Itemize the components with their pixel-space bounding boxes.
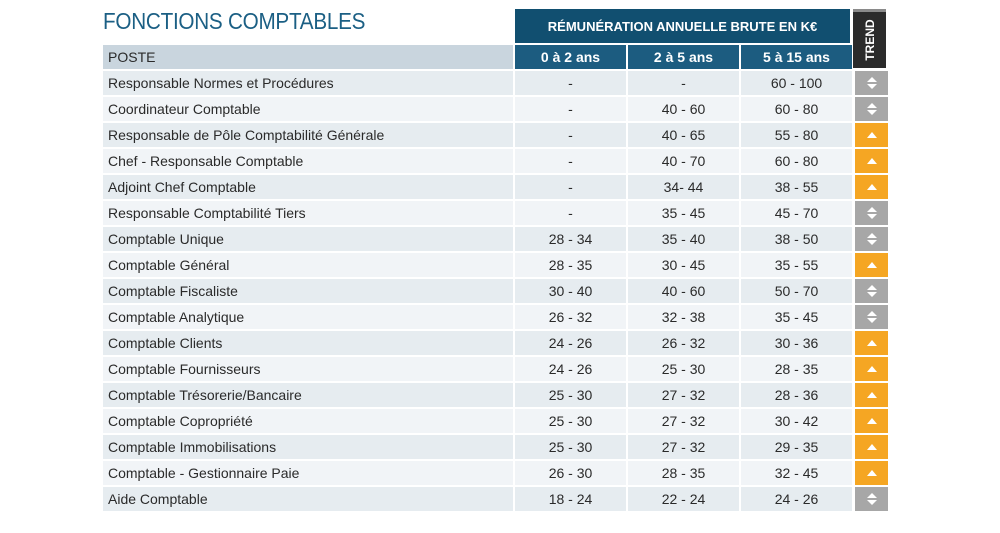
salary-5-15-cell: 24 - 26 — [741, 487, 852, 511]
table-row — [103, 409, 888, 433]
trend-up-icon — [855, 357, 888, 381]
table-row — [103, 487, 888, 511]
remuneration-header — [515, 9, 850, 43]
salary-2-5-cell: 34- 44 — [628, 175, 739, 199]
salary-0-2-cell: 26 - 30 — [515, 461, 626, 485]
salary-0-2-cell: - — [515, 201, 626, 225]
salary-5-15-cell: 45 - 70 — [741, 201, 852, 225]
salary-2-5-cell: 35 - 40 — [628, 227, 739, 251]
salary-5-15-cell: 38 - 55 — [741, 175, 852, 199]
salary-2-5-cell: 27 - 32 — [628, 409, 739, 433]
salary-5-15-cell: 29 - 35 — [741, 435, 852, 459]
table-row — [103, 97, 888, 121]
page-title: FONCTIONS COMPTABLES — [103, 8, 366, 34]
poste-cell: Comptable Copropriété — [103, 409, 513, 433]
salary-0-2-cell: 25 - 30 — [515, 409, 626, 433]
poste-cell: Responsable Comptabilité Tiers — [103, 201, 513, 225]
salary-2-5-cell: 32 - 38 — [628, 305, 739, 329]
salary-0-2-cell: - — [515, 175, 626, 199]
salary-5-15-cell: 30 - 36 — [741, 331, 852, 355]
trend-up-icon — [855, 435, 888, 459]
table-row — [103, 227, 888, 251]
salary-0-2-cell: 28 - 35 — [515, 253, 626, 277]
salary-2-5-cell: 30 - 45 — [628, 253, 739, 277]
column-header-poste: POSTE — [103, 45, 513, 69]
poste-cell: Comptable Fiscaliste — [103, 279, 513, 303]
poste-cell: Responsable Normes et Procédures — [103, 71, 513, 95]
salary-0-2-cell: 18 - 24 — [515, 487, 626, 511]
salary-2-5-cell: - — [628, 71, 739, 95]
table-row — [103, 253, 888, 277]
table-row — [103, 357, 888, 381]
salary-2-5-cell: 26 - 32 — [628, 331, 739, 355]
poste-cell: Comptable Analytique — [103, 305, 513, 329]
table-row — [103, 71, 888, 95]
poste-cell: Comptable - Gestionnaire Paie — [103, 461, 513, 485]
salary-5-15-cell: 55 - 80 — [741, 123, 852, 147]
trend-stable-icon — [855, 201, 888, 225]
salary-5-15-cell: 32 - 45 — [741, 461, 852, 485]
trend-stable-icon — [855, 71, 888, 95]
trend-stable-icon — [855, 487, 888, 511]
salary-2-5-cell: 28 - 35 — [628, 461, 739, 485]
table-row — [103, 435, 888, 459]
poste-cell: Comptable Fournisseurs — [103, 357, 513, 381]
table-row — [103, 305, 888, 329]
salary-5-15-cell: 50 - 70 — [741, 279, 852, 303]
salary-2-5-cell: 35 - 45 — [628, 201, 739, 225]
table-row — [103, 123, 888, 147]
salary-0-2-cell: 25 - 30 — [515, 435, 626, 459]
table-header-row — [103, 45, 888, 69]
table-row — [103, 201, 888, 225]
salary-table — [103, 45, 888, 513]
table-row — [103, 279, 888, 303]
salary-0-2-cell: - — [515, 123, 626, 147]
salary-5-15-cell: 35 - 55 — [741, 253, 852, 277]
poste-cell: Comptable Général — [103, 253, 513, 277]
salary-0-2-cell: - — [515, 149, 626, 173]
poste-cell: Comptable Unique — [103, 227, 513, 251]
salary-0-2-cell: 25 - 30 — [515, 383, 626, 407]
poste-cell: Responsable de Pôle Comptabilité Générale — [103, 123, 513, 147]
salary-5-15-cell: 38 - 50 — [741, 227, 852, 251]
poste-cell: Comptable Trésorerie/Bancaire — [103, 383, 513, 407]
trend-header-label: TREND — [862, 19, 877, 61]
trend-header-spacer — [855, 45, 888, 69]
salary-5-15-cell: 60 - 80 — [741, 97, 852, 121]
salary-5-15-cell: 60 - 100 — [741, 71, 852, 95]
trend-up-icon — [855, 149, 888, 173]
salary-2-5-cell: 22 - 24 — [628, 487, 739, 511]
salary-0-2-cell: 24 - 26 — [515, 331, 626, 355]
poste-cell: Aide Comptable — [103, 487, 513, 511]
trend-up-icon — [855, 461, 888, 485]
salary-2-5-cell: 27 - 32 — [628, 435, 739, 459]
salary-2-5-cell: 40 - 65 — [628, 123, 739, 147]
column-header-0-2-ans: 0 à 2 ans — [515, 45, 626, 69]
table-row — [103, 461, 888, 485]
salary-0-2-cell: - — [515, 97, 626, 121]
trend-stable-icon — [855, 279, 888, 303]
salary-2-5-cell: 25 - 30 — [628, 357, 739, 381]
salary-0-2-cell: 28 - 34 — [515, 227, 626, 251]
salary-5-15-cell: 35 - 45 — [741, 305, 852, 329]
table-row — [103, 175, 888, 199]
table-row — [103, 331, 888, 355]
poste-cell: Comptable Immobilisations — [103, 435, 513, 459]
salary-5-15-cell: 30 - 42 — [741, 409, 852, 433]
table-row — [103, 383, 888, 407]
salary-2-5-cell: 27 - 32 — [628, 383, 739, 407]
trend-up-icon — [855, 331, 888, 355]
salary-2-5-cell: 40 - 70 — [628, 149, 739, 173]
column-header-2-5-ans: 2 à 5 ans — [628, 45, 739, 69]
salary-0-2-cell: 26 - 32 — [515, 305, 626, 329]
remuneration-header-label: RÉMUNÉRATION ANNUELLE BRUTE EN K€ — [547, 18, 818, 34]
trend-up-icon — [855, 383, 888, 407]
salary-0-2-cell: - — [515, 71, 626, 95]
trend-stable-icon — [855, 97, 888, 121]
salary-0-2-cell: 24 - 26 — [515, 357, 626, 381]
poste-cell: Adjoint Chef Comptable — [103, 175, 513, 199]
salary-5-15-cell: 28 - 36 — [741, 383, 852, 407]
trend-up-icon — [855, 253, 888, 277]
trend-up-icon — [855, 175, 888, 199]
salary-5-15-cell: 60 - 80 — [741, 149, 852, 173]
salary-0-2-cell: 30 - 40 — [515, 279, 626, 303]
poste-cell: Comptable Clients — [103, 331, 513, 355]
table-row — [103, 149, 888, 173]
trend-stable-icon — [855, 305, 888, 329]
poste-cell: Chef - Responsable Comptable — [103, 149, 513, 173]
salary-5-15-cell: 28 - 35 — [741, 357, 852, 381]
trend-up-icon — [855, 123, 888, 147]
table-body — [103, 71, 888, 511]
salary-2-5-cell: 40 - 60 — [628, 279, 739, 303]
trend-up-icon — [855, 409, 888, 433]
trend-stable-icon — [855, 227, 888, 251]
poste-cell: Coordinateur Comptable — [103, 97, 513, 121]
column-header-5-15-ans: 5 à 15 ans — [741, 45, 852, 69]
salary-2-5-cell: 40 - 60 — [628, 97, 739, 121]
